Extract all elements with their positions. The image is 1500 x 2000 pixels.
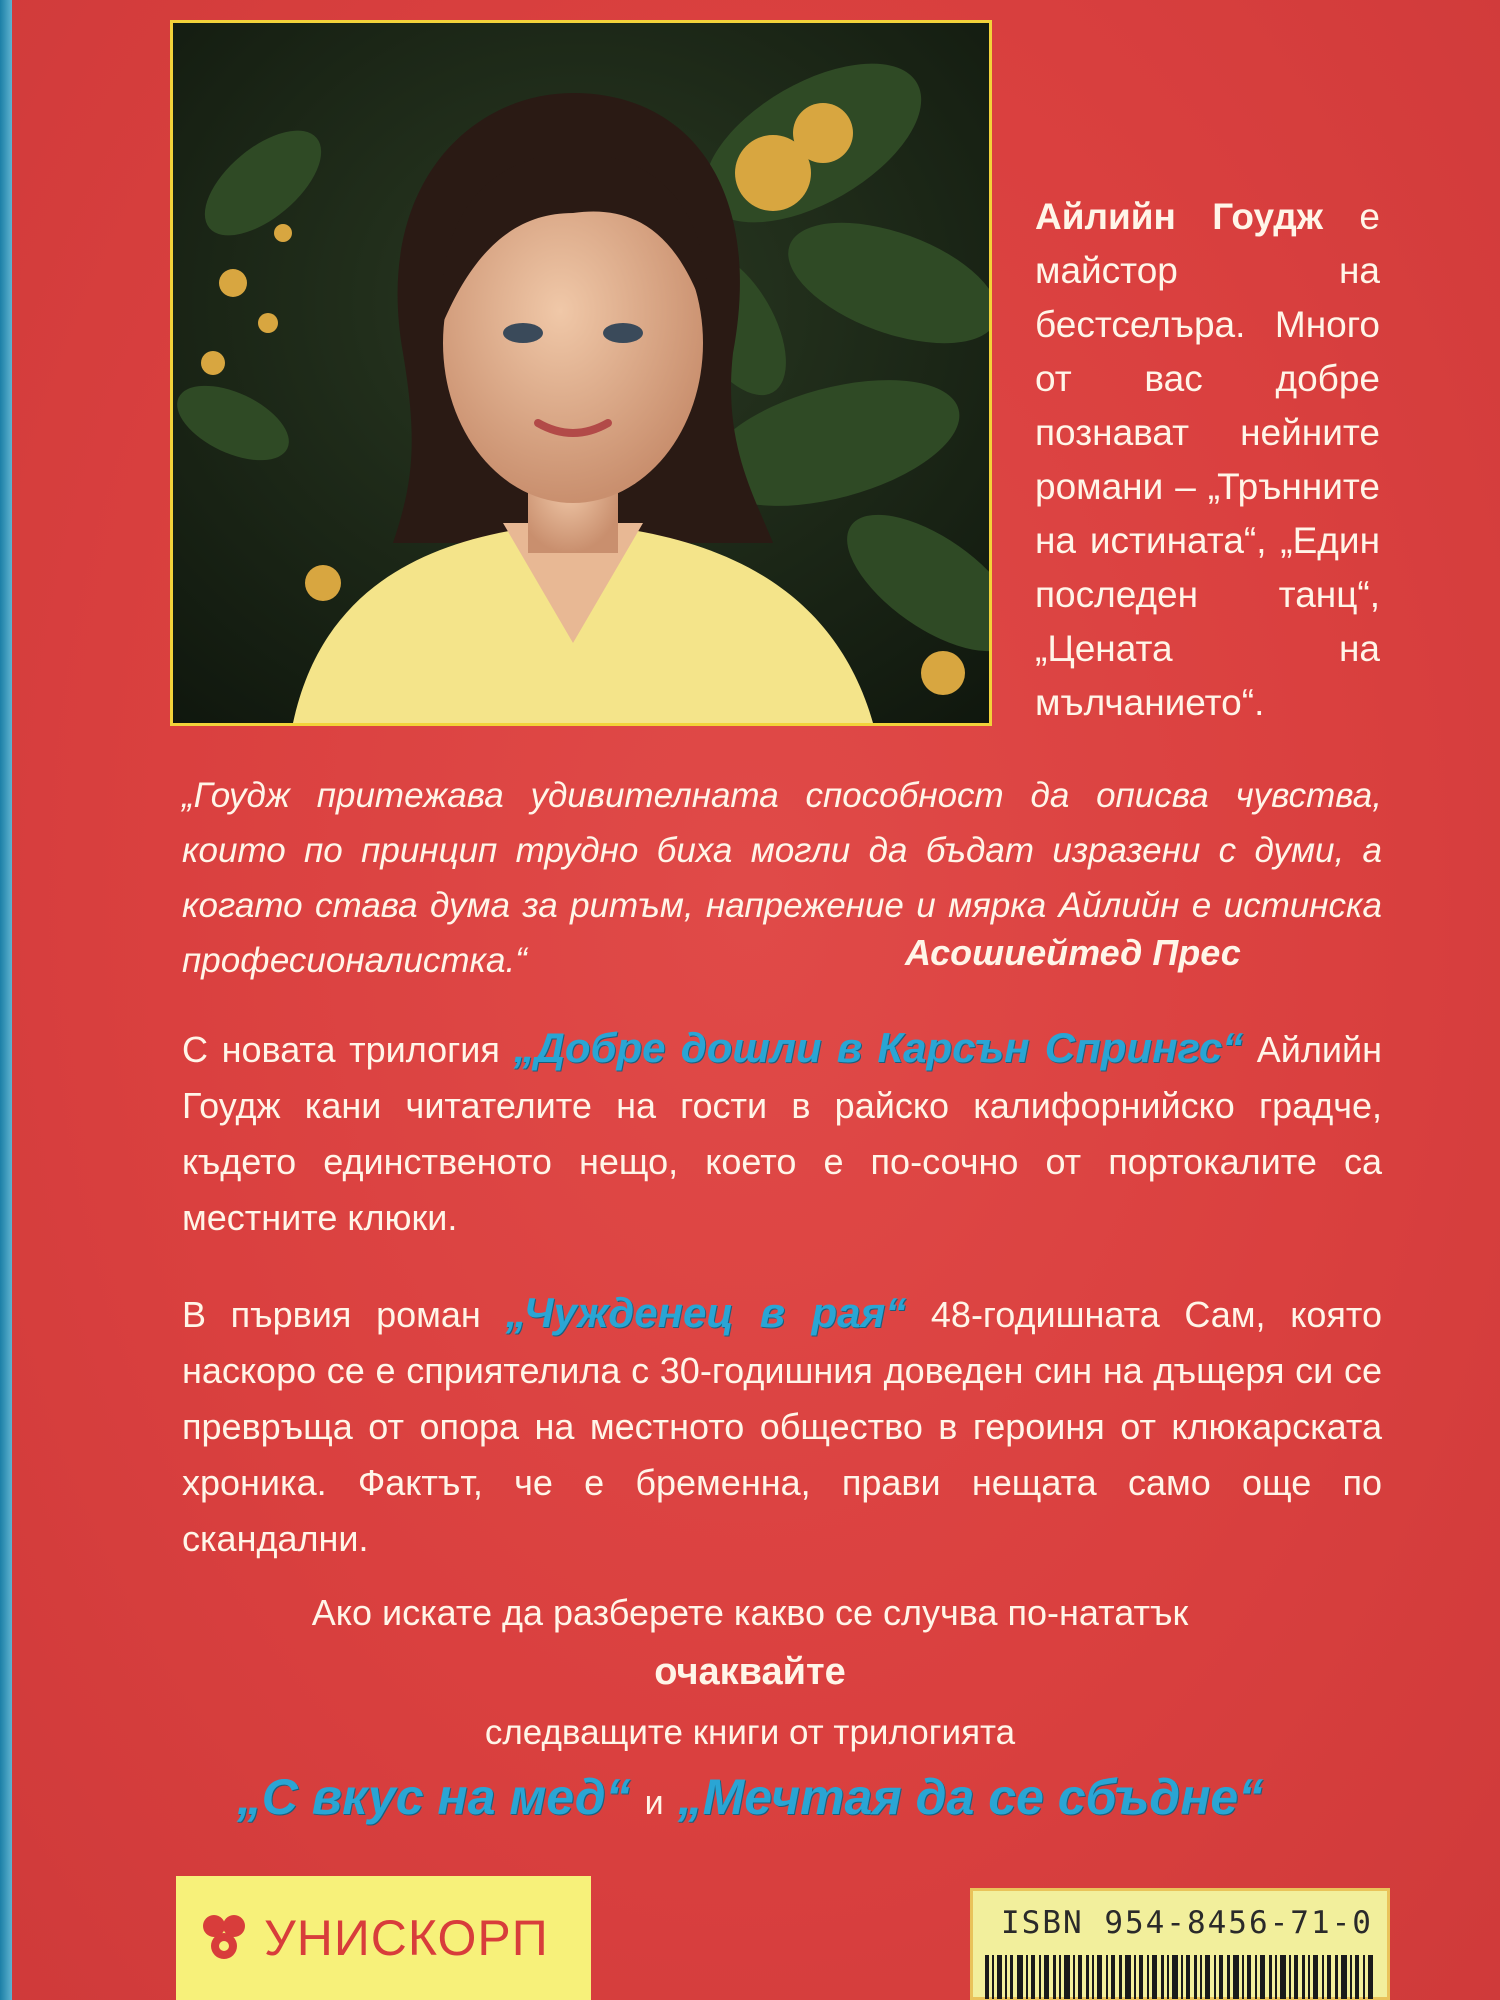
trilogy-title: „Добре дошли в Карсън Спрингс“ bbox=[513, 1024, 1244, 1071]
review-quote: „Гоудж притежава удивителната способност да описва чувства, които по принцип трудно биха могли да бъдат изразени с думи, а когато става дума за ритъм, напрежение и мярка Айлийн е истинска професионалистка.“ bbox=[182, 776, 1382, 980]
author-bio bbox=[1035, 190, 1380, 730]
outro-line-2: очаквайте bbox=[654, 1651, 846, 1693]
trilogy-paragraph bbox=[182, 1020, 1382, 1246]
first-novel-title: „Чужденец в рая“ bbox=[505, 1289, 907, 1336]
trilogy-lead: С новата трилогия bbox=[182, 1029, 514, 1070]
first-novel-text: 48-годишната Сам, която наскоро се е сприятелила с 30-годишния доведен син на дъщеря си се превръща от опора на местното общество в героиня от клюкарската хроника. Фактът, че е бременна, прави нещата само още по скандални. bbox=[182, 1294, 1382, 1559]
author-portrait-illustration bbox=[173, 23, 989, 723]
trilogy-text: Айлийн Гоудж кани читателите на гости в райско калифорнийско градче, където единственото нещо, което е по-сочно от портокалите са местните клюки. bbox=[182, 1029, 1382, 1238]
spine-edge bbox=[0, 0, 12, 2000]
isbn-block bbox=[970, 1888, 1390, 2000]
outro-line-1: Ако искате да разберете какво се случва по-нататък bbox=[311, 1592, 1189, 1633]
books-conjunction: и bbox=[644, 1784, 664, 1822]
publisher-mark-icon bbox=[194, 1908, 254, 1968]
upcoming-books bbox=[0, 1768, 1500, 1826]
outro-line-3: следващите книги от трилогията bbox=[484, 1713, 1016, 1752]
book-title-1: „С вкус на мед“ bbox=[236, 1769, 631, 1825]
author-bio-text: е майстор на бестселъра. Много от вас добре познават нейните романи – „Трънните на истината“, „Един последен танц“, „Цената на мълчанието“. bbox=[1035, 196, 1380, 723]
book-title-2: „Мечтая да се сбъдне“ bbox=[677, 1769, 1264, 1825]
first-novel-paragraph bbox=[182, 1285, 1382, 1567]
publisher-logo bbox=[176, 1876, 591, 2000]
barcode bbox=[983, 1955, 1379, 1999]
first-novel-lead: В първия роман bbox=[182, 1294, 506, 1335]
author-name: Айлийн Гоудж bbox=[1035, 196, 1323, 237]
publisher-name: УНИСКОРП bbox=[264, 1910, 549, 1966]
author-photo bbox=[170, 20, 992, 726]
isbn-number: ISBN 954-8456-71-0 bbox=[1001, 1905, 1373, 1941]
quote-source: Асошиейтед Прес bbox=[905, 932, 1241, 973]
